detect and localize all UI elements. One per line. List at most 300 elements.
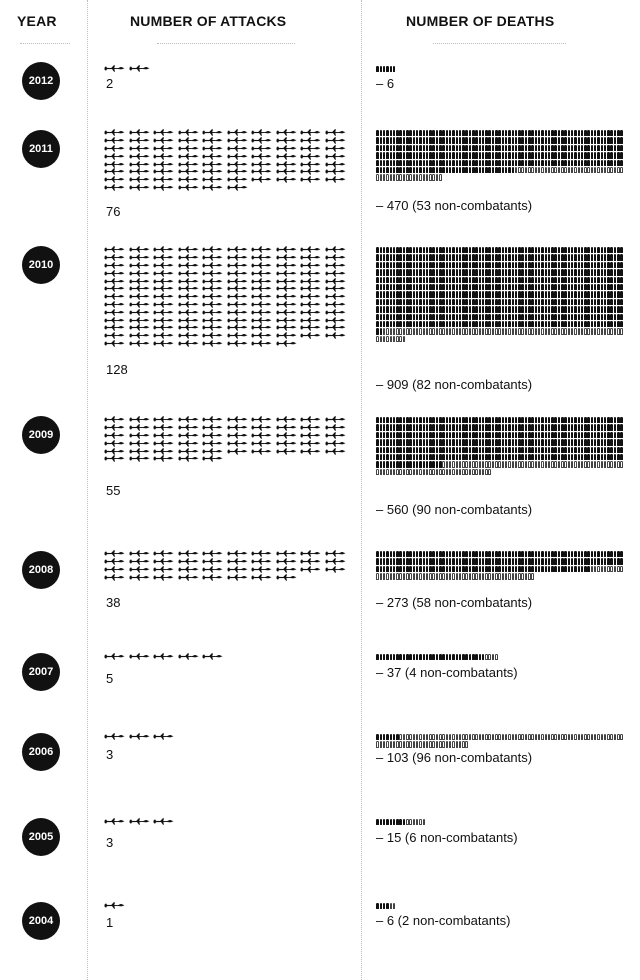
drone-icon [227,317,248,324]
attack-mark [251,424,276,432]
drone-icon [178,285,199,292]
attack-mark [153,277,178,285]
drone-icon [153,448,174,455]
drone-icon [325,332,346,339]
attack-mark [104,269,129,277]
attack-mark [300,269,325,277]
attack-mark [153,332,178,340]
drone-icon [104,270,125,277]
attack-mark [178,316,203,324]
drone-icon [227,332,248,339]
attack-mark [251,566,276,574]
drone-icon [202,332,223,339]
attack-mark [276,168,301,176]
attack-mark [202,269,227,277]
drone-icon [178,293,199,300]
drone-icon [300,558,321,565]
drone-icon [202,278,223,285]
attack-mark [202,152,227,160]
attack-mark [178,332,203,340]
drone-icon [251,324,272,331]
drone-icon [104,262,125,269]
drone-icon [129,270,150,277]
drone-icon [178,332,199,339]
attack-mark [325,262,350,270]
drone-icon [129,448,150,455]
drone-icon [227,301,248,308]
attack-mark [178,439,203,447]
drone-icon [251,424,272,431]
drone-icon [202,145,223,152]
drone-icon [129,254,150,261]
drone-icon [129,550,150,557]
drone-icon [202,324,223,331]
attack-mark [227,301,252,309]
attack-mark [300,332,325,340]
attack-mark [104,439,129,447]
attack-mark [276,246,301,254]
combatant-death-mark [620,431,623,438]
drone-icon [227,416,248,423]
drone-icon [300,153,321,160]
attack-mark [276,308,301,316]
attack-mark [104,432,129,440]
attack-mark [325,254,350,262]
attack-mark [202,550,227,558]
drone-icon [202,285,223,292]
drone-icon [202,432,223,439]
death-pictogram [376,246,624,342]
attack-mark [129,137,154,145]
attack-mark [104,184,129,192]
combatant-death-mark [620,159,623,166]
attack-mark [202,566,227,574]
drone-icon [227,550,248,557]
drone-icon [300,424,321,431]
attack-mark [300,129,325,137]
drone-icon [104,550,125,557]
drone-icon [227,145,248,152]
drone-icon [276,129,297,136]
attack-mark [202,137,227,145]
attack-mark [129,340,154,348]
drone-icon [104,448,125,455]
attack-mark [104,160,129,168]
drone-icon [251,254,272,261]
drone-icon [178,448,199,455]
drone-icon [202,270,223,277]
drone-icon [104,168,125,175]
drone-icon [227,254,248,261]
year-badge: 2012 [22,62,60,100]
drone-icon [178,550,199,557]
drone-icon [104,317,125,324]
attack-mark [129,145,154,153]
drone-icon [276,254,297,261]
drone-icon [227,285,248,292]
drone-icon [129,176,150,183]
drone-icon [129,145,150,152]
attack-mark [276,145,301,153]
drone-icon [153,566,174,573]
drone-icon [178,262,199,269]
drone-icon [129,184,150,191]
attack-mark [300,566,325,574]
attack-mark [276,293,301,301]
drone-icon [104,301,125,308]
attack-mark [227,550,252,558]
attack-mark [227,447,252,455]
attack-mark [276,550,301,558]
drone-icon [104,324,125,331]
combatant-death-mark [620,276,623,283]
attack-mark [178,424,203,432]
drone-icon [251,285,272,292]
attack-mark [325,566,350,574]
attack-mark [227,285,252,293]
attack-mark [251,340,276,348]
drone-icon [251,558,272,565]
attack-mark [129,324,154,332]
attack-mark [227,424,252,432]
drone-icon [325,317,346,324]
drone-icon [153,558,174,565]
drone-icon [129,246,150,253]
drone-icon [276,246,297,253]
attack-pictogram [104,416,354,463]
drone-icon [153,340,174,347]
attack-mark [227,160,252,168]
attack-mark [325,324,350,332]
attack-mark [153,308,178,316]
attack-mark [153,447,178,455]
attack-mark [153,293,178,301]
drone-icon [178,168,199,175]
drone-icon [276,262,297,269]
attack-mark [325,301,350,309]
drone-icon [227,262,248,269]
drone-icon [202,309,223,316]
attack-mark [153,432,178,440]
drone-icon [276,340,297,347]
combatant-death-mark [620,253,623,260]
drone-icon [300,285,321,292]
drone-icon [325,254,346,261]
drone-icon [276,550,297,557]
attack-mark [227,340,252,348]
drone-icon [251,566,272,573]
attack-mark [104,424,129,432]
drone-icon [202,550,223,557]
drone-icon [325,161,346,168]
drone-icon [153,145,174,152]
drone-icon [153,270,174,277]
attack-mark [251,285,276,293]
drone-icon [227,309,248,316]
attack-mark [300,324,325,332]
drone-icon [202,424,223,431]
attack-mark [153,573,178,581]
attack-mark [104,129,129,137]
non-combatant-death-mark [439,173,442,180]
header-rule-attacks [157,43,295,44]
drone-icon [300,317,321,324]
attack-mark [251,301,276,309]
combatant-death-mark [620,453,623,460]
drone-icon [202,184,223,191]
drone-icon [153,324,174,331]
attack-mark [129,160,154,168]
drone-icon [276,285,297,292]
attack-mark [104,277,129,285]
attack-mark [202,455,227,463]
attack-mark [276,424,301,432]
attack-mark [300,152,325,160]
drone-icon [104,416,125,423]
attack-mark [227,254,252,262]
drone-icon [300,566,321,573]
drone-icon [300,176,321,183]
attack-mark [251,550,276,558]
attack-mark [300,262,325,270]
year-badge: 2008 [22,551,60,589]
drone-icon [276,448,297,455]
non-combatant-death-mark [620,460,623,467]
drone-icon [276,332,297,339]
attack-mark [178,184,203,192]
drone-icon [104,184,125,191]
non-combatant-death-mark [620,565,623,572]
attack-mark [153,439,178,447]
drone-icon [178,145,199,152]
drone-icon [178,455,199,462]
attack-mark [202,558,227,566]
drone-icon [276,168,297,175]
drone-icon [251,448,272,455]
drone-icon [153,301,174,308]
drone-icon [104,440,125,447]
attack-mark [227,152,252,160]
drone-icon [251,317,272,324]
attack-mark [251,432,276,440]
outlined-figure-icon [403,336,406,342]
drone-icon [104,309,125,316]
attack-mark [227,416,252,424]
drone-icon [202,566,223,573]
drone-icon [202,440,223,447]
drone-icon [251,440,272,447]
attack-mark [202,293,227,301]
attack-mark [300,293,325,301]
drone-icon [227,168,248,175]
attack-mark [202,316,227,324]
drone-icon [300,161,321,168]
attack-mark [325,129,350,137]
drone-icon [129,440,150,447]
drone-icon [178,246,199,253]
attack-mark [300,416,325,424]
drone-icon [153,455,174,462]
attack-mark [104,65,129,73]
death-pictogram [376,550,624,580]
column-divider-left [87,0,88,980]
attack-mark [276,566,301,574]
attack-mark [202,254,227,262]
drone-icon [129,161,150,168]
attack-mark [276,439,301,447]
attack-mark [104,308,129,316]
drone-icon [178,416,199,423]
attack-mark [153,316,178,324]
drone-icon [300,309,321,316]
drone-icon [251,574,272,581]
drone-icon [251,176,272,183]
attack-mark [325,416,350,424]
drone-icon [251,301,272,308]
attack-mark [276,558,301,566]
drone-icon [104,574,125,581]
drone-icon [300,293,321,300]
attack-mark [153,550,178,558]
attack-mark [129,301,154,309]
drone-icon [104,145,125,152]
drone-icon [129,432,150,439]
drone-icon [202,558,223,565]
attack-mark [325,439,350,447]
drone-icon [325,550,346,557]
attack-mark [129,184,154,192]
attack-mark [276,324,301,332]
drone-icon [178,129,199,136]
drone-icon [153,424,174,431]
drone-icon [153,176,174,183]
drone-icon [153,278,174,285]
attack-mark [276,447,301,455]
drone-icon [276,278,297,285]
attack-mark [300,285,325,293]
drone-icon [300,270,321,277]
drone-icon [129,332,150,339]
header-number-of-deaths: NUMBER OF DEATHS [406,13,555,29]
drone-icon [300,254,321,261]
attack-pictogram [104,550,354,581]
drone-icon [129,293,150,300]
drone-icon [129,455,150,462]
drone-icon [325,448,346,455]
attack-mark [178,145,203,153]
outlined-figure-icon [488,469,491,475]
attack-mark [178,573,203,581]
attack-mark [325,558,350,566]
attack-mark [178,550,203,558]
death-count-label: – 6 [376,76,395,91]
attack-mark [129,246,154,254]
attack-mark [104,145,129,153]
death-count-label: – 560 (90 non-combatants) [376,502,533,517]
attack-mark [325,447,350,455]
combatant-death-mark [620,283,623,290]
attack-mark [251,176,276,184]
combatant-death-mark [620,446,623,453]
attack-mark [129,566,154,574]
combatant-death-mark [620,246,623,253]
drone-icon [227,340,248,347]
attack-count-label: 55 [106,483,121,498]
attack-mark [325,246,350,254]
column-divider-right [361,0,362,980]
attack-mark [251,262,276,270]
attack-mark [104,340,129,348]
drone-icon [202,246,223,253]
drone-icon [153,332,174,339]
attack-mark [178,160,203,168]
drone-icon [153,574,174,581]
attack-mark [325,424,350,432]
attack-mark [251,145,276,153]
drone-icon [178,270,199,277]
attack-mark [153,254,178,262]
drone-icon [202,137,223,144]
non-combatant-death-mark [488,468,491,475]
attack-mark [104,416,129,424]
attack-mark [227,277,252,285]
drone-icon [178,176,199,183]
attack-mark [178,455,203,463]
attack-mark [178,246,203,254]
attack-mark [325,152,350,160]
drone-icon [300,416,321,423]
drone-icon [227,293,248,300]
attack-mark [202,277,227,285]
drone-icon [227,270,248,277]
drone-icon [300,550,321,557]
drone-icon [202,455,223,462]
drone-icon [300,137,321,144]
attack-mark [227,246,252,254]
drone-icon [104,176,125,183]
drone-icon [227,440,248,447]
attack-mark [129,269,154,277]
drone-icon [227,448,248,455]
attack-mark [104,176,129,184]
attack-mark [325,308,350,316]
drone-icon [227,184,248,191]
attack-mark [227,324,252,332]
attack-mark [300,254,325,262]
attack-mark [129,558,154,566]
drone-icon [202,293,223,300]
drone-icon [129,566,150,573]
attack-mark [129,308,154,316]
outlined-figure-icon [620,461,623,467]
drone-icon [325,176,346,183]
drone-icon [300,432,321,439]
drone-icon [325,566,346,573]
drone-icon [276,440,297,447]
attack-mark [178,416,203,424]
drone-icon [104,137,125,144]
attack-mark [178,566,203,574]
drone-icon [276,424,297,431]
attack-mark [153,416,178,424]
attack-mark [104,168,129,176]
drone-icon [104,566,125,573]
attack-mark [104,316,129,324]
attack-mark [251,416,276,424]
attack-mark [276,432,301,440]
drone-icon [251,262,272,269]
attack-mark [153,137,178,145]
